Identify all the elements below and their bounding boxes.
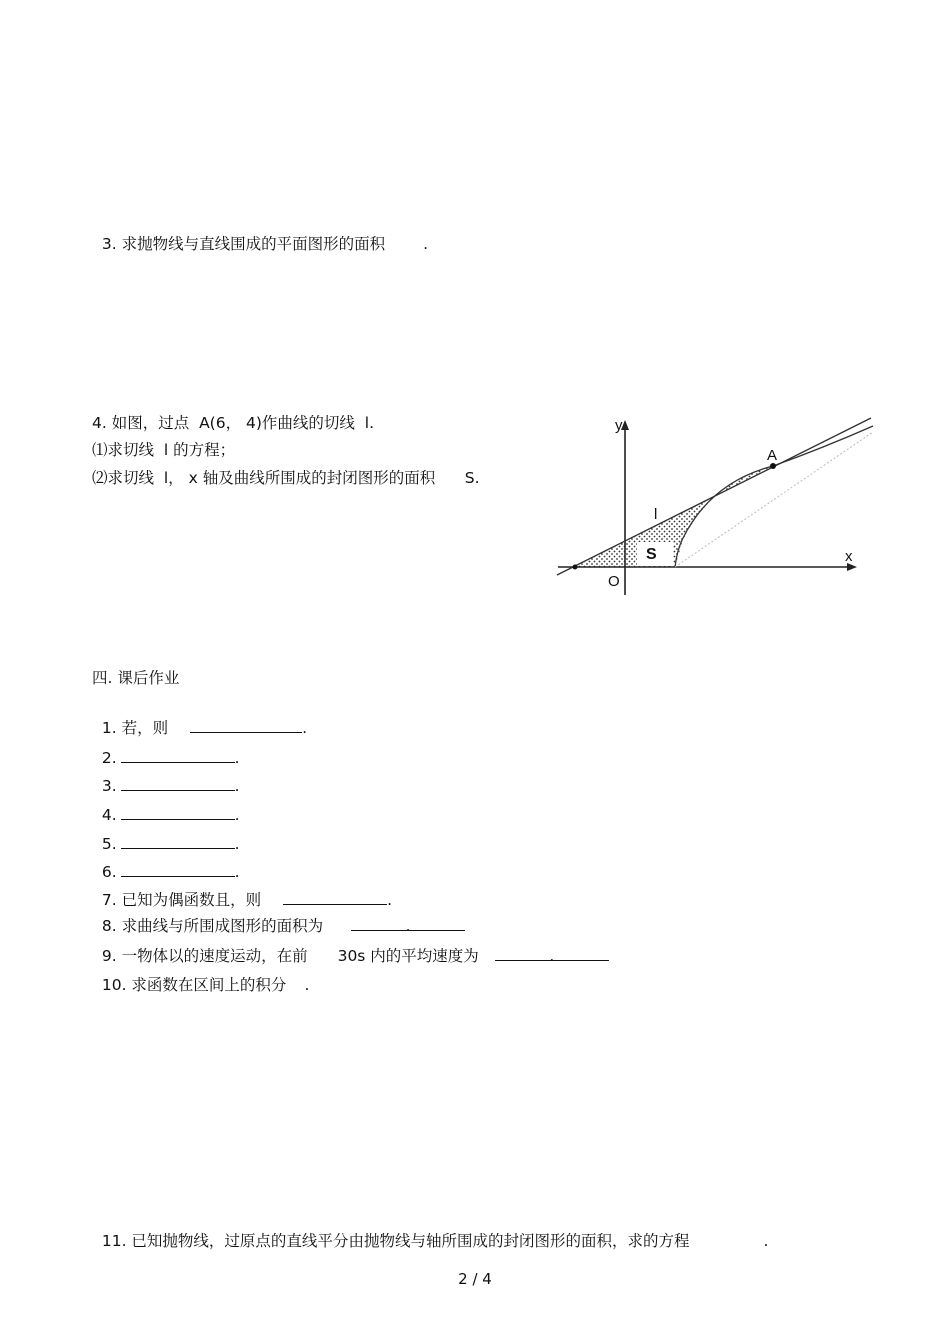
tangent-x-intercept [573, 565, 578, 570]
point-a-label: A [767, 447, 778, 464]
question-3 [92, 214, 428, 254]
question-3-end: . [423, 235, 429, 253]
region-s-label: S [646, 546, 657, 563]
homework-item-5-end: . [234, 835, 240, 853]
homework-item-10 [92, 955, 309, 995]
homework-item-11-end: . [763, 1232, 769, 1250]
blank-dot: . [405, 917, 411, 935]
homework-item-3-end: . [234, 777, 240, 795]
line-l-label: l [654, 506, 658, 523]
homework-item-1-end: . [302, 719, 308, 737]
homework-item-2-end: . [234, 749, 240, 767]
question-4-stem: 4. 如图，过点 A(6， 4)作曲线的切线 l. [92, 414, 375, 432]
homework-item-5-text: 5. [101, 835, 117, 853]
question-4-part-2: ⑵求切线 l， x 轴及曲线所围成的封闭图形的面积 S. [92, 469, 480, 487]
homework-item-7-end: . [387, 891, 393, 909]
homework-item-9-text-b: 30s 内的平均速度为 [337, 947, 479, 965]
question-4-part-1: ⑴求切线 l 的方程； [92, 441, 236, 459]
homework-item-10-end: . [304, 976, 310, 994]
blank-dot: . [549, 947, 555, 965]
homework-heading: 四. 课后作业 [92, 669, 180, 687]
homework-item-3-text: 3. [101, 777, 117, 795]
y-axis-label: y [615, 417, 623, 434]
homework-item-9-text-a: 9. 一物体以的速度运动，在前 [101, 947, 308, 965]
x-axis-label: x [845, 548, 853, 565]
homework-item-10-text: 10. 求函数在区间上的积分 [101, 976, 287, 994]
homework-item-4-end: . [234, 806, 240, 824]
origin-label: O [608, 573, 620, 590]
homework-item-11 [92, 1211, 768, 1251]
tangent-area-figure [553, 410, 883, 600]
homework-item-2-text: 2. [101, 749, 117, 767]
homework-item-7-text: 7. 已知为偶函数且，则 [101, 891, 262, 909]
homework-item-6-end: . [234, 863, 240, 881]
homework-item-1-text: 1. 若，则 [101, 719, 169, 737]
homework-item-8-text: 8. 求曲线与所围成图形的面积为 [101, 917, 324, 935]
answer-blank[interactable] [495, 946, 609, 965]
page-number: 2 / 4 [458, 1270, 492, 1288]
homework-item-11-text: 11. 已知抛物线，过原点的直线平分由抛物线与轴所围成的封闭图形的面积，求的方程 [101, 1232, 690, 1250]
homework-item-4-text: 4. [101, 806, 117, 824]
homework-item-6-text: 6. [101, 863, 117, 881]
question-3-text: 3. 求抛物线与直线围成的平面图形的面积 [101, 235, 386, 253]
